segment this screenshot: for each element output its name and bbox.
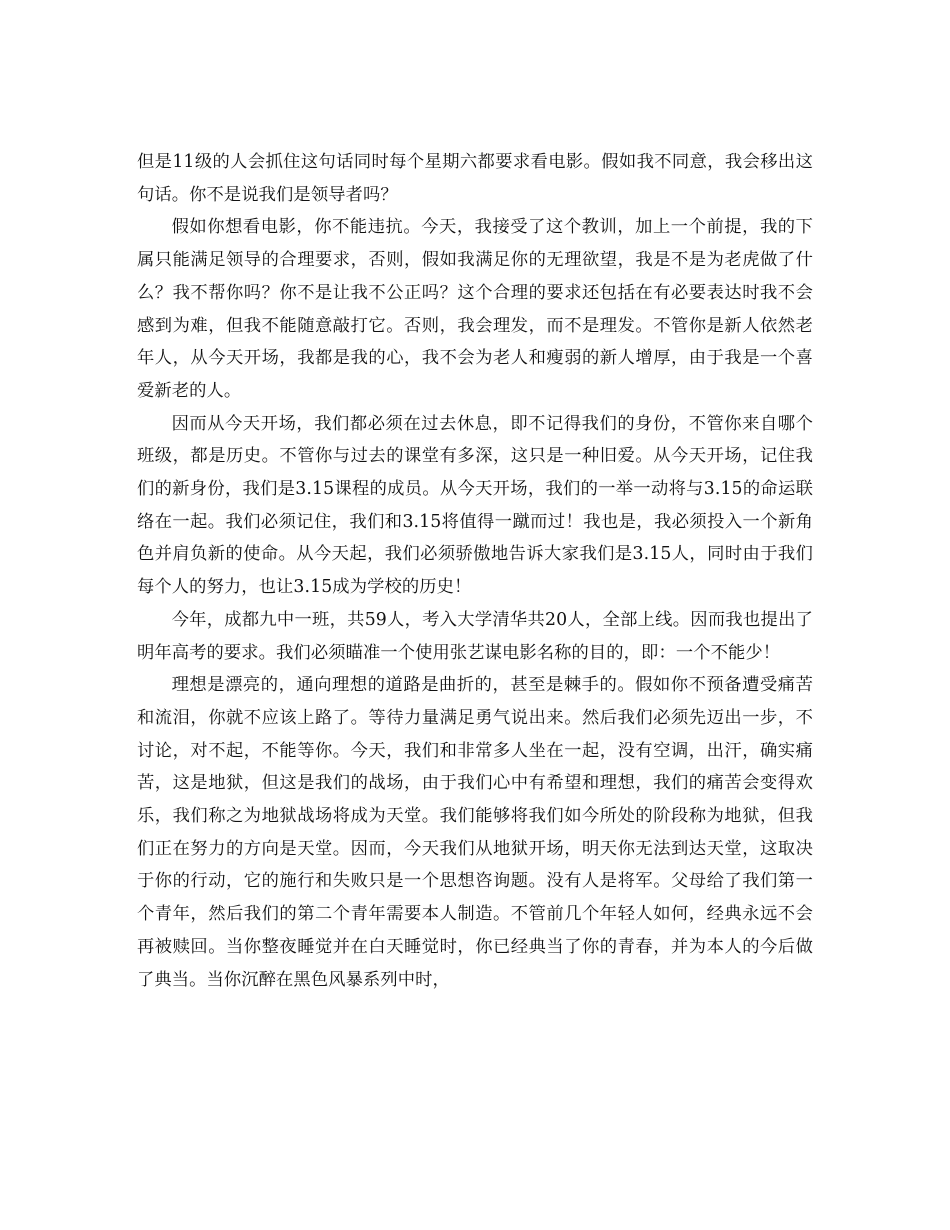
document-body xyxy=(137,146,813,996)
paragraph-5: 理想是漂亮的，通向理想的道路是曲折的，甚至是棘手的。假如你不预备遭受痛苦和流泪，你就不应该上路了。等待力量满足勇气说出来。然后我们必须先迈出一步，不讨论，对不起，不能等你。今天，我们和非常多人坐在一起，没有空调，出汗，确实痛苦，这是地狱，但这是我们的战场，由于我们心中有希望和理想，我们的痛苦会变得欢乐，我们称之为地狱战场将成为天堂。我们能够将我们如今所处的阶段称为地狱，但我们正在努力的方向是天堂。因而，今天我们从地狱开场，明天你无法到达天堂，这取决于你的行动，它的施行和失败只是一个思想咨询题。没有人是将军。父母给了我们第一个青年，然后我们的第二个青年需要本人制造。不管前几个年轻人如何，经典永远不会再被赎回。当你整夜睡觉并在白天睡觉时，你已经典当了你的青春，并为本人的今后做了典当。当你沉醉在黑色风暴系列中时， xyxy=(137,675,813,990)
paragraph-1: 但是11级的人会抓住这句话同时每个星期六都要求看电影。假如我不同意，我会移出这句话。你不是说我们是领导者吗？ xyxy=(137,152,813,205)
paragraph-2: 假如你想看电影，你不能违抗。今天，我接受了这个教训，加上一个前提，我的下属只能满足领导的合理要求，否则，假如我满足你的无理欲望，我是不是为老虎做了什么？我不帮你吗？你不是让我不公正吗？这个合理的要求还包括在有必要表达时我不会感到为难，但我不能随意敲打它。否则，我会理发，而不是理发。不管你是新人依然老年人，从今天开场，我都是我的心，我不会为老人和瘦弱的新人增厚，由于我是一个喜爱新老的人。 xyxy=(137,217,813,401)
paragraph-4: 今年，成都九中一班，共59人，考入大学清华共20人，全部上线。因而我也提出了明年高考的要求。我们必须瞄准一个使用张艺谋电影名称的目的，即：一个不能少！ xyxy=(137,609,813,663)
paragraph-3: 因而从今天开场，我们都必须在过去休息，即不记得我们的身份，不管你来自哪个班级，都是历史。不管你与过去的课堂有多深，这只是一种旧爱。从今天开场，记住我们的新身份，我们是3.15课程的成员。从今天开场，我们的一举一动将与3.15的命运联络在一起。我们必须记住，我们和3.15将值得一蹴而过！我也是，我必须投入一个新角色并肩负新的使命。从今天起，我们必须骄傲地告诉大家我们是3.15人，同时由于我们每个人的努力，也让3.15成为学校的历史！ xyxy=(137,413,813,598)
